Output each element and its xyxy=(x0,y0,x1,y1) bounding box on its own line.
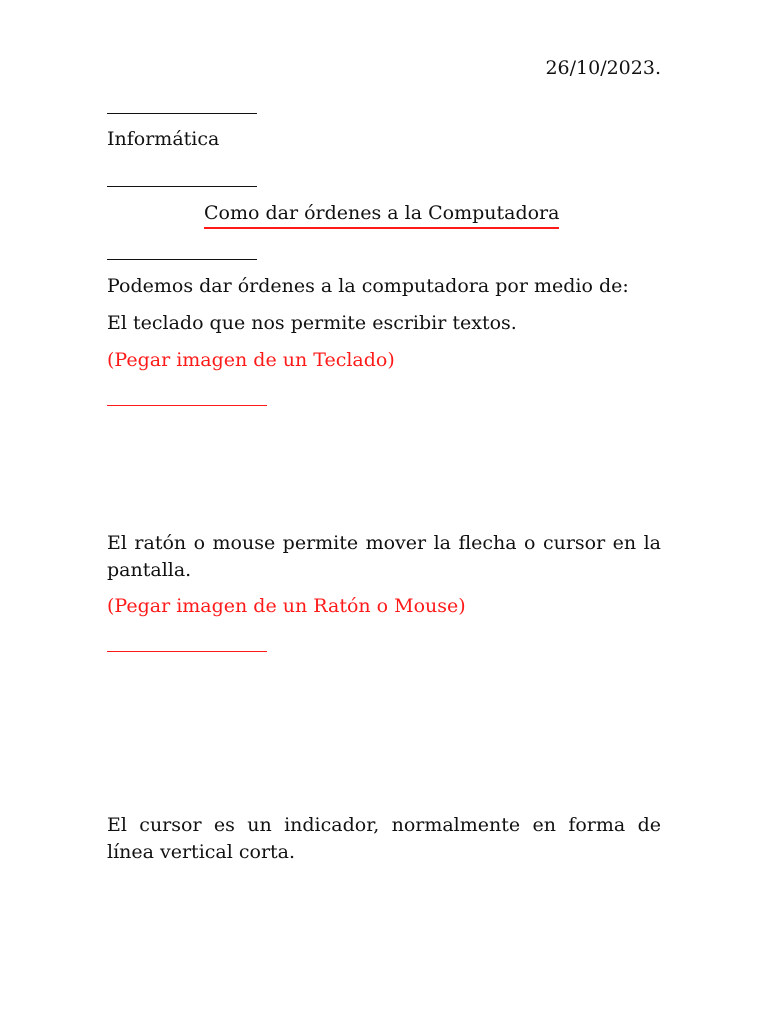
blank-line-3 xyxy=(107,259,257,260)
blank-line-1 xyxy=(107,113,257,114)
mouse-image-placeholder: (Pegar imagen de un Ratón o Mouse) xyxy=(107,595,466,617)
keyboard-paragraph: El teclado que nos permite escribir textos. xyxy=(107,312,517,334)
keyboard-image-placeholder: (Pegar imagen de un Teclado) xyxy=(107,349,395,371)
cursor-paragraph: El cursor es un indicador, normalmente en forma de línea vertical corta. xyxy=(107,814,661,863)
document-date: 26/10/2023. xyxy=(545,57,661,79)
mouse-image-line xyxy=(107,651,267,652)
mouse-paragraph: El ratón o mouse permite mover la flecha o cursor en la pantalla. xyxy=(107,532,661,581)
keyboard-image-line xyxy=(107,405,267,406)
blank-line-2 xyxy=(107,186,257,187)
subject-label: Informática xyxy=(107,128,220,150)
document-title: Como dar órdenes a la Computadora xyxy=(204,200,559,229)
intro-paragraph: Podemos dar órdenes a la computadora por medio de: xyxy=(107,275,629,297)
